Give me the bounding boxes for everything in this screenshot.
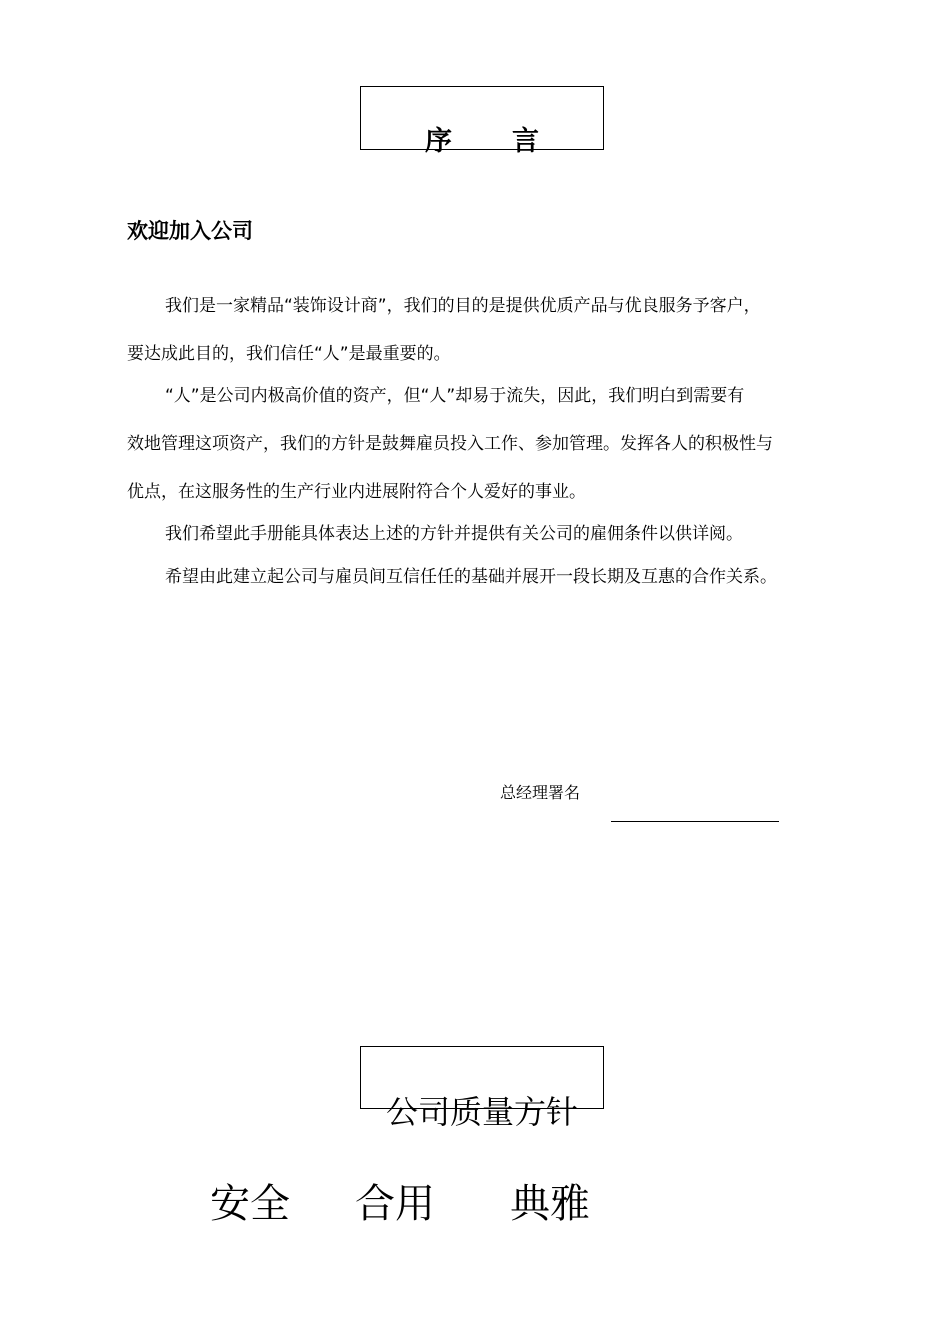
signature-label: 总经理署名 [500, 783, 581, 802]
paragraph-line: 我们是一家精品“装饰设计商”，我们的目的是提供优质产品与优良服务予客户， [165, 296, 761, 316]
welcome-heading: 欢迎加入公司 [127, 219, 253, 243]
paragraph-line: “人”是公司内极高价值的资产，但“人”却易于流失，因此，我们明白到需要有 [165, 386, 745, 406]
motto-safety: 安全 [210, 1181, 290, 1227]
quality-policy-title: 公司质量方针 [385, 1093, 578, 1131]
paragraph-line: 要达成此目的，我们信任“人”是最重要的。 [127, 344, 451, 364]
paragraph-line: 优点，在这服务性的生产行业内进展附符合个人爱好的事业。 [127, 482, 586, 502]
preface-title: 序言 [425, 126, 599, 157]
motto-elegance: 典雅 [510, 1181, 590, 1227]
motto-practical: 合用 [355, 1181, 435, 1227]
signature-line [611, 821, 779, 822]
paragraph-line: 我们希望此手册能具体表达上述的方针并提供有关公司的雇佣条件以供详阅。 [165, 524, 743, 544]
paragraph-line: 希望由此建立起公司与雇员间互信任任的基础并展开一段长期及互惠的合作关系。 [165, 567, 777, 587]
paragraph-line: 效地管理这项资产，我们的方针是鼓舞雇员投入工作、参加管理。发挥各人的积极性与 [127, 434, 773, 454]
